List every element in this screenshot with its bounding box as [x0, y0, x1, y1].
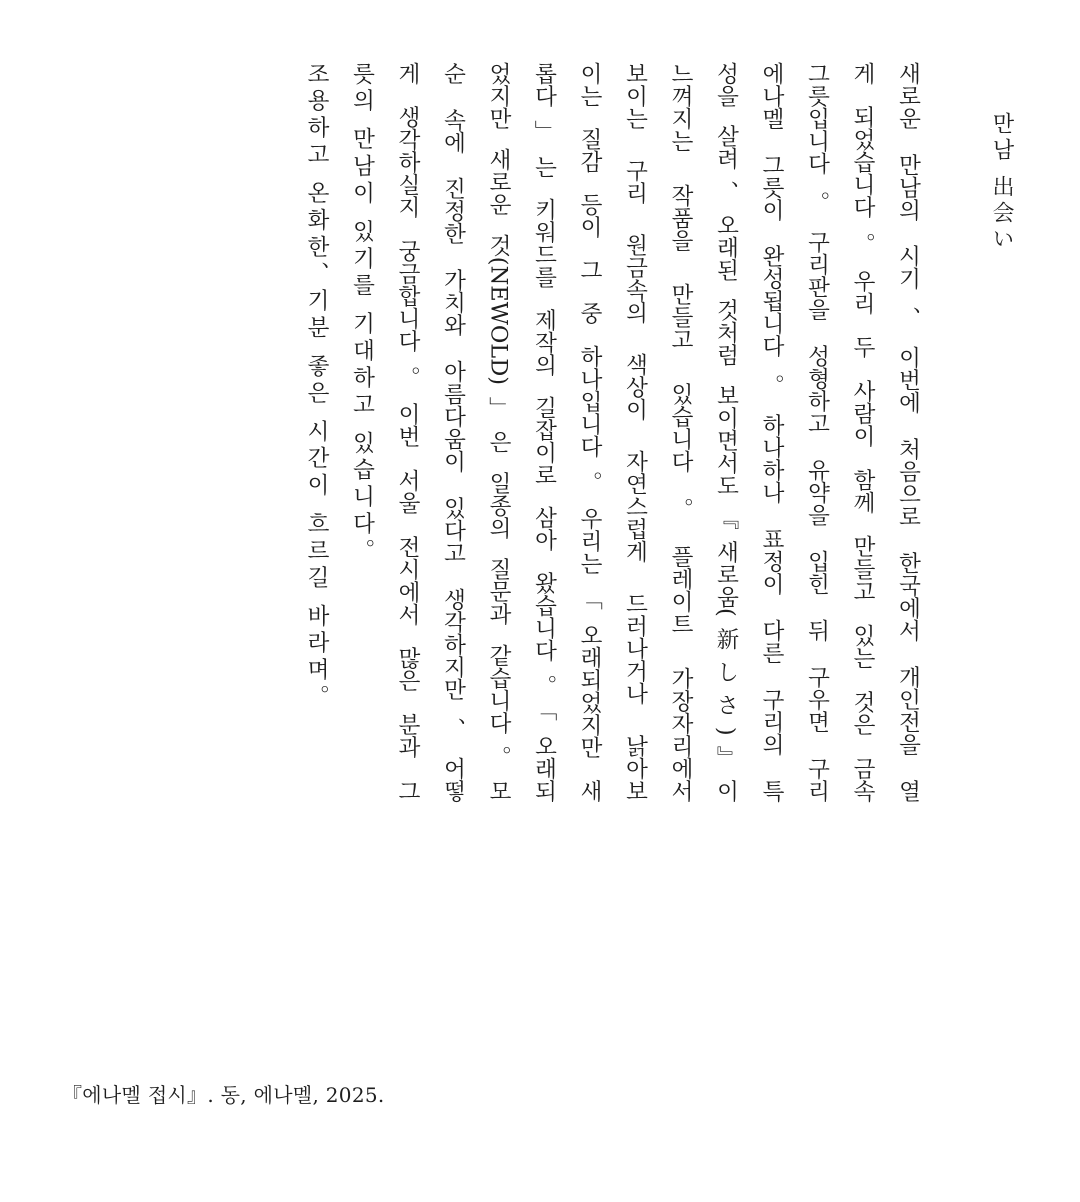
text-column-9: 롭다」는 키워드를 제작의 길잡이로 삼아 왔습니다。「오래되 — [531, 62, 557, 802]
text-column-3: 그릇입니다。구리판을 성형하고 유약을 입힌 뒤 구우면 구리 — [804, 62, 830, 802]
page-title: 만남 出会い — [989, 112, 1014, 253]
text-column-5: 성을 살려、오래된 것처럼 보이면서도『새로움(新しさ)』이 — [713, 62, 739, 802]
vertical-body-text — [293, 62, 930, 802]
text-column-12: 게 생각하실지 궁금합니다。이번 서울 전시에서 많은 분과 그 — [394, 62, 421, 802]
text-column-10: 었지만 새로운 것(NEWOLD)」은 일종의 질문과 같습니다。모 — [485, 62, 512, 802]
text-column-14: 조용하고 온화한、기분 좋은 시간이 흐르길 바라며。 — [303, 62, 330, 712]
text-column-4: 에나멜 그릇이 완성됩니다。하나하나 표정이 다른 구리의 특 — [758, 62, 785, 802]
artwork-caption: 『에나멜 접시』. 동, 에나멜, 2025. — [62, 1083, 385, 1107]
text-column-11: 순 속에 진정한 가치와 아름다움이 있다고 생각하지만、어떻 — [440, 62, 466, 802]
text-column-6: 느껴지는 작품을 만들고 있습니다。플레이트 가장자리에서 — [667, 62, 694, 802]
text-column-1: 새로운 만남의 시기、이번에 처음으로 한국에서 개인전을 열 — [895, 62, 921, 802]
text-column-7: 보이는 구리 원금속의 색상이 자연스럽게 드러나거나 낡아보 — [622, 62, 648, 802]
text-column-2: 게 되었습니다。우리 두 사람이 함께 만들고 있는 것은 금속 — [849, 62, 876, 802]
text-column-13: 릇의 만남이 있기를 기대하고 있습니다。 — [349, 62, 375, 566]
text-column-8: 이는 질감 등이 그 중 하나입니다。우리는「오래되었지만 새 — [576, 62, 603, 802]
